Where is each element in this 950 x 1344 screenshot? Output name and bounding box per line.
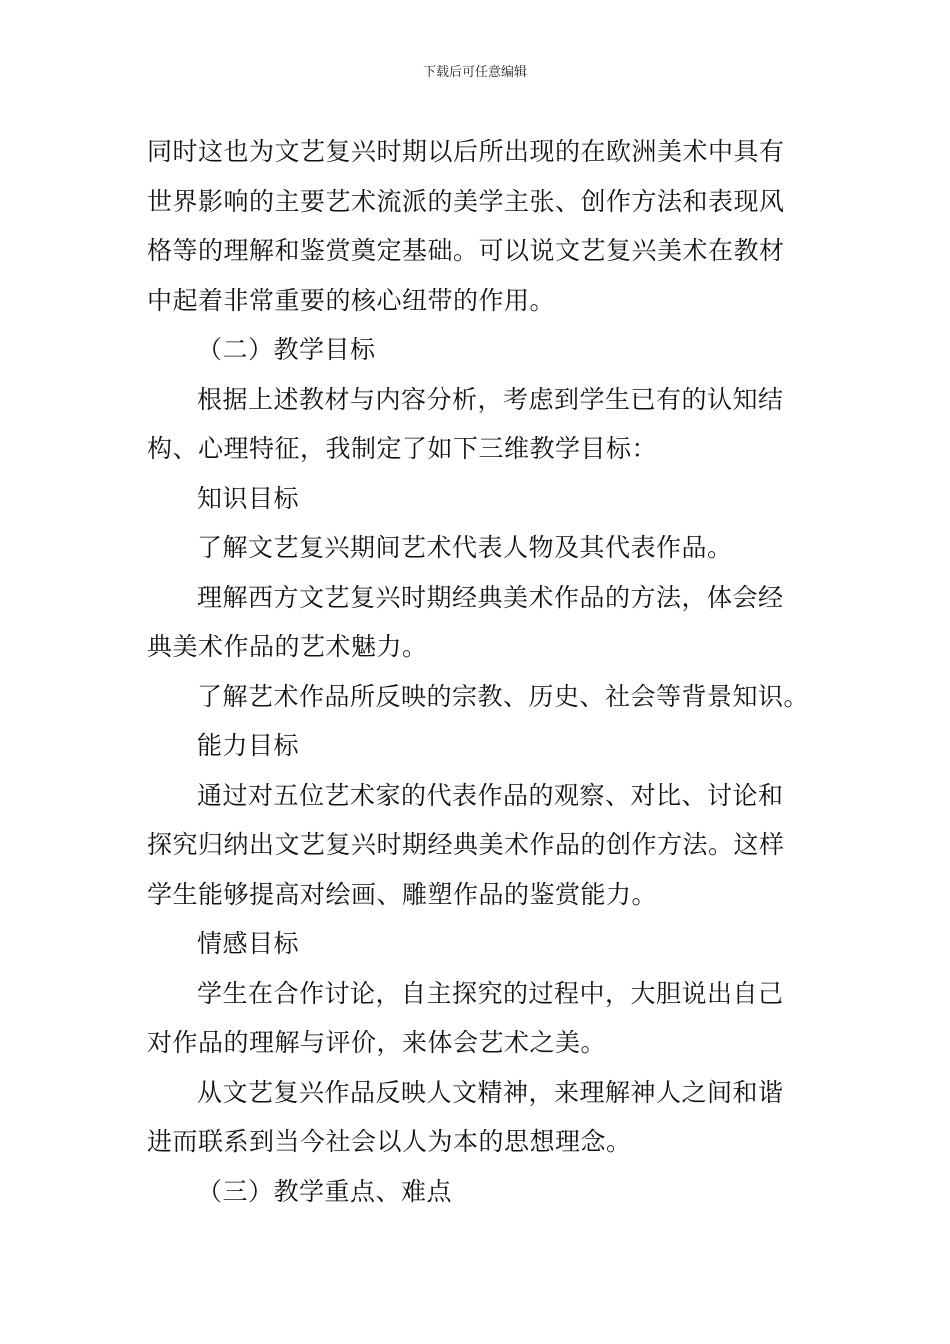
subheading: 情感目标: [197, 929, 300, 958]
subheading: 能力目标: [197, 731, 300, 760]
text-line: 中起着非常重要的核心纽带的作用。: [147, 285, 556, 315]
page-header: 下载后可任意编辑: [422, 65, 527, 80]
text-line: 构、心理特征，我制定了如下三维教学目标：: [147, 434, 658, 463]
text-line: 对作品的理解与评价，来体会艺术之美。: [147, 1028, 607, 1057]
text-line: 了解艺术作品所反映的宗教、历史、社会等背景知识。: [197, 681, 810, 711]
text-line: 通过对五位艺术家的代表作品的观察、对比、讨论和: [197, 780, 784, 810]
text-line: 世界影响的主要艺术流派的美学主张、创作方法和表现风: [147, 186, 785, 216]
text-line: 理解西方文艺复兴时期经典美术作品的方法，体会经: [197, 582, 784, 612]
text-line: 了解文艺复兴期间艺术代表人物及其代表作品。: [197, 533, 733, 562]
text-line: 进而联系到当今社会以人为本的思想理念。: [147, 1127, 632, 1156]
document-body: [147, 127, 809, 1216]
text-line: 典美术作品的艺术魅力。: [147, 632, 428, 661]
subheading: 知识目标: [197, 483, 300, 513]
section-heading: （二）教学目标: [197, 335, 376, 364]
text-line: 学生在合作讨论，自主探究的过程中，大胆说出自己: [197, 978, 784, 1008]
text-line: 学生能够提高对绘画、雕塑作品的鉴赏能力。: [147, 879, 658, 909]
text-line: 从文艺复兴作品反映人文精神，来理解神人之间和谐: [197, 1077, 784, 1107]
section-heading: （三）教学重点、难点: [197, 1176, 453, 1206]
text-line: 同时这也为文艺复兴时期以后所出现的在欧洲美术中具有: [147, 137, 785, 166]
text-line: 根据上述教材与内容分析，考虑到学生已有的认知结: [197, 384, 784, 414]
text-line: 探究归纳出文艺复兴时期经典美术作品的创作方法。这样: [147, 830, 785, 859]
text-line: 格等的理解和鉴赏奠定基础。可以说文艺复兴美术在教材: [147, 236, 785, 265]
